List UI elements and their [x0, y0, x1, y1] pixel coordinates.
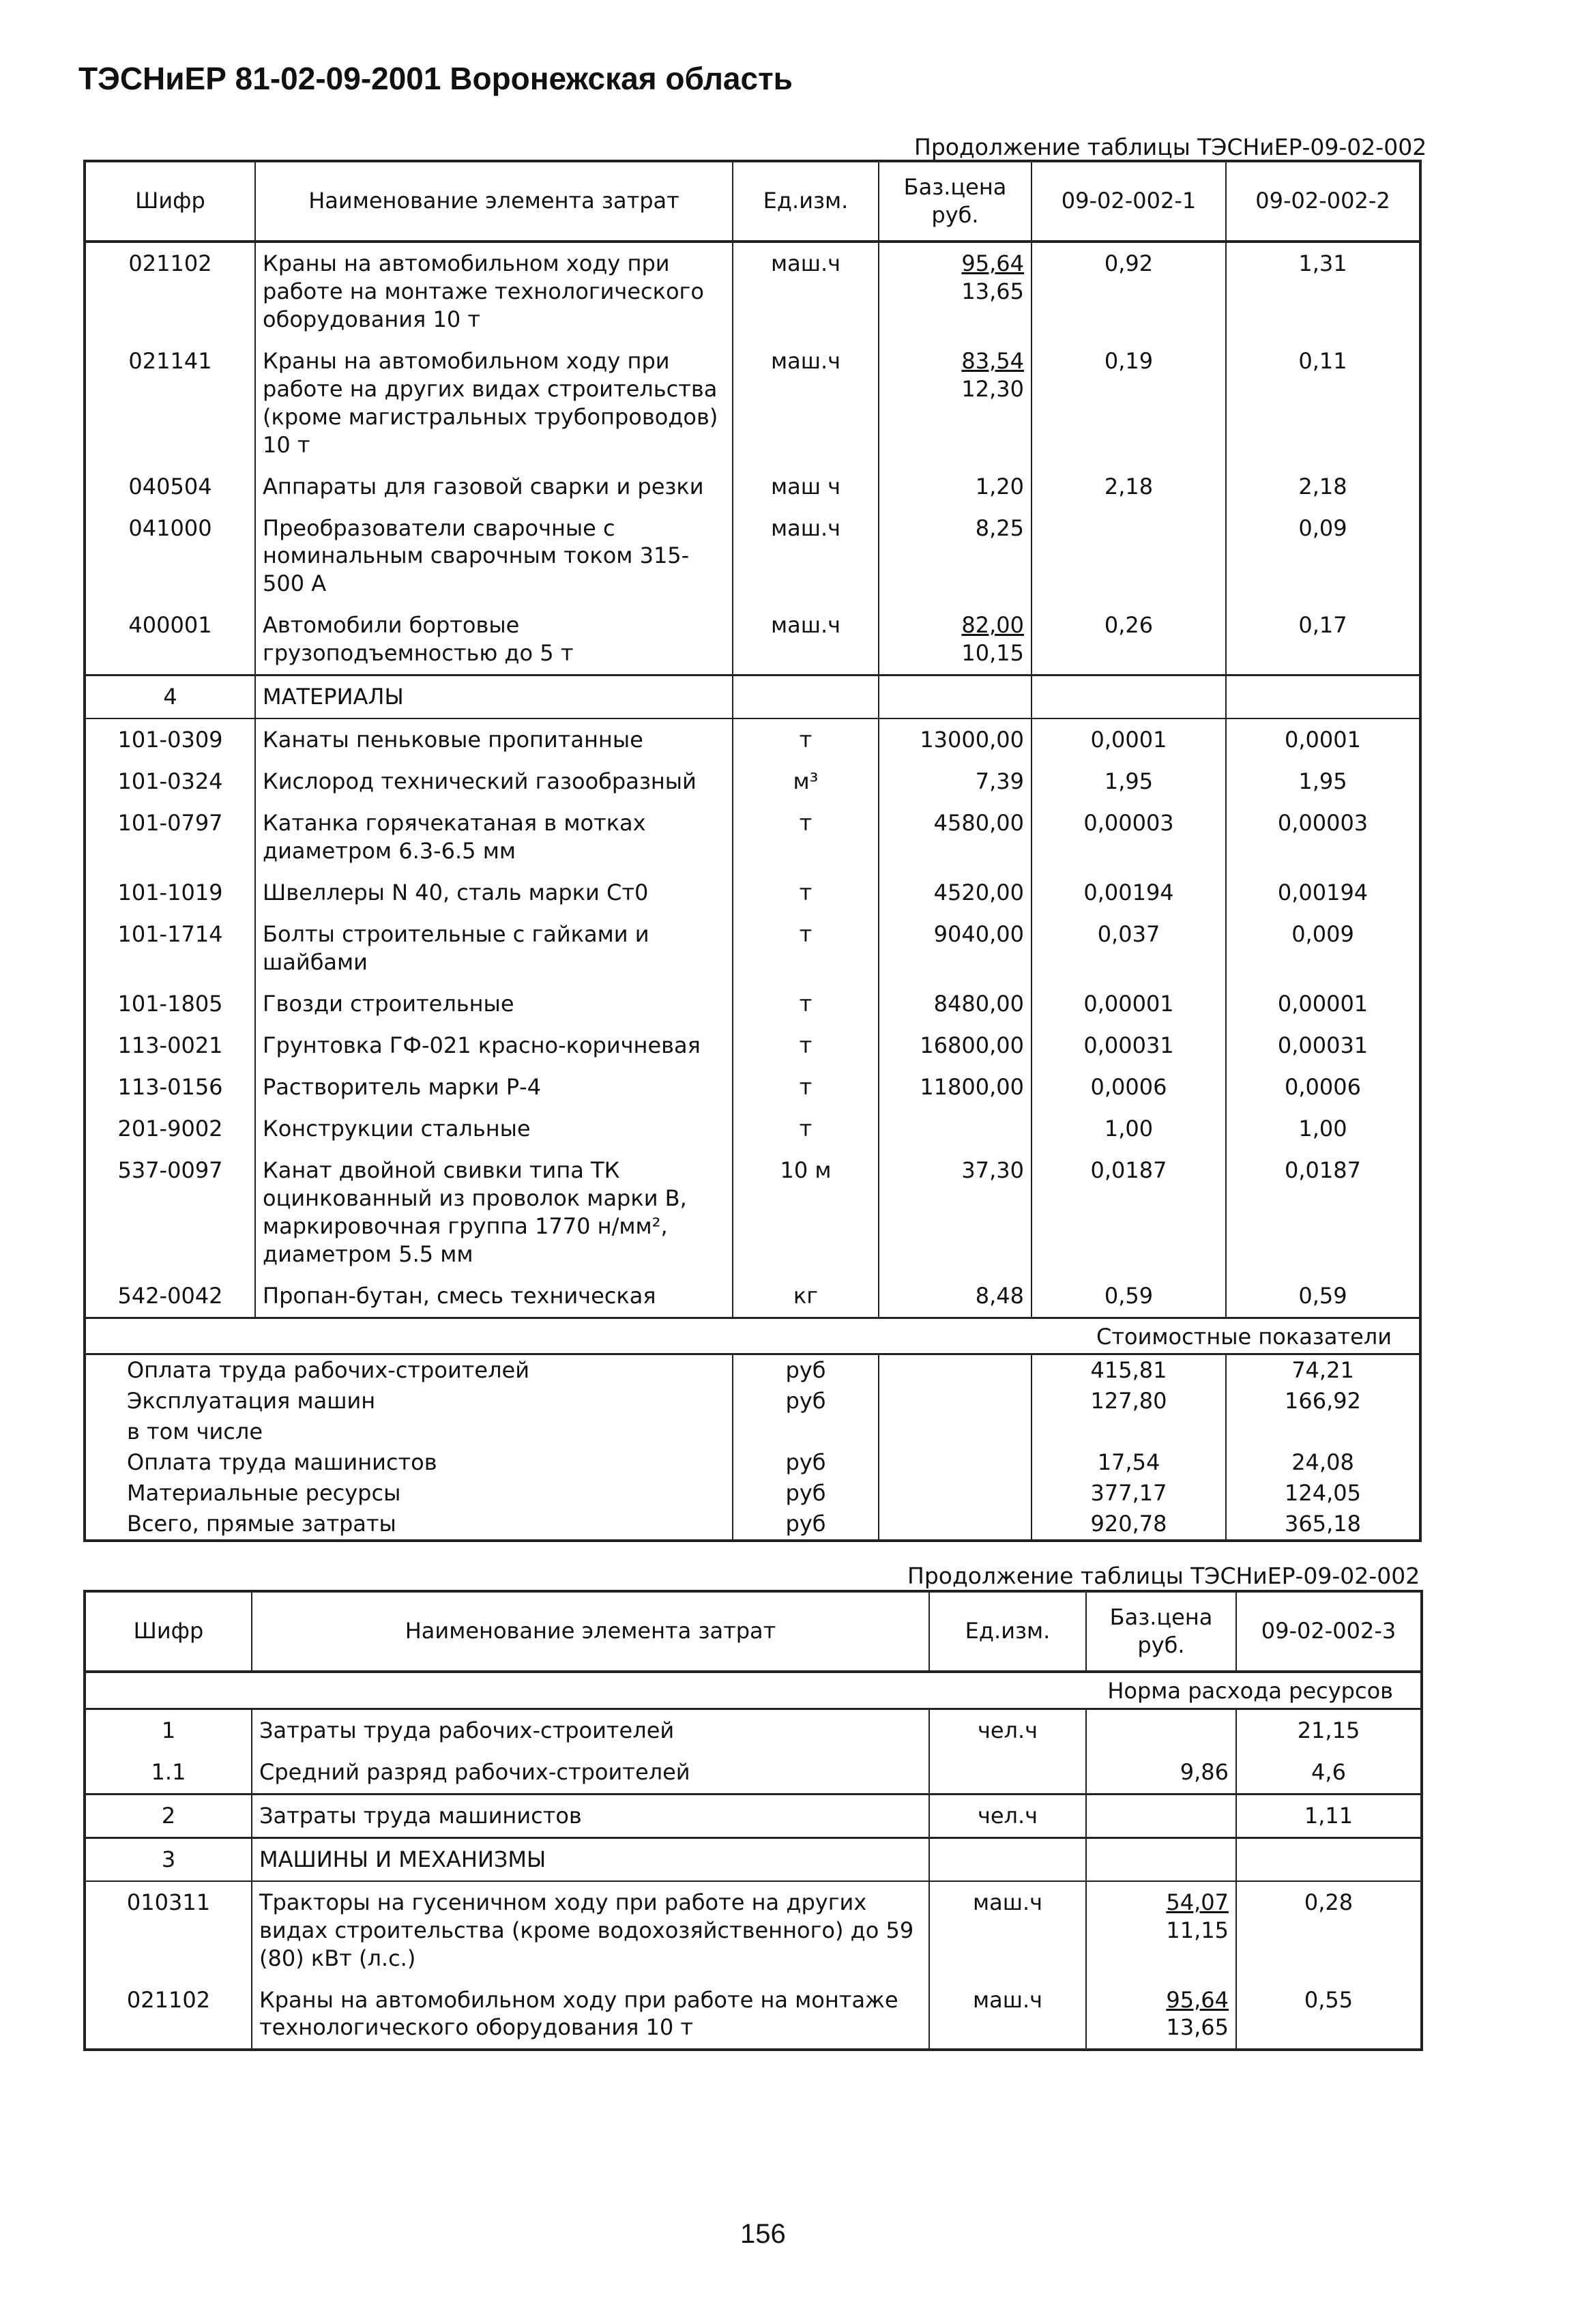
row-code: 101-1019: [85, 872, 255, 914]
row-code: 101-1805: [85, 983, 255, 1025]
table-row: [85, 1025, 1420, 1066]
row-value-2: 0,09: [1226, 508, 1420, 605]
table-row: [85, 1752, 1422, 1794]
table-row: [85, 242, 1420, 340]
row-code: 101-1714: [85, 914, 255, 983]
row-unit: т: [733, 1108, 879, 1150]
cost-row: [85, 1478, 1420, 1509]
row-value-2: 0,00031: [1226, 1025, 1420, 1066]
row-price: 82,00: [961, 612, 1024, 639]
row-name: Аппараты для газовой сварки и резки: [255, 466, 733, 508]
row-value-2: 0,00003: [1226, 802, 1420, 872]
row-name: Грунтовка ГФ-021 красно-коричневая: [255, 1025, 733, 1066]
cost-label: Оплата труда рабочих-строителей: [85, 1354, 733, 1386]
row-unit: т: [733, 983, 879, 1025]
row-value-2: 0,0187: [1226, 1150, 1420, 1275]
cost-unit: руб: [733, 1386, 879, 1417]
resource-table-2: [83, 1590, 1423, 2051]
row-price: 9040,00: [879, 914, 1032, 983]
header-name: Наименование элемента затрат: [255, 161, 733, 242]
cost-row: [85, 1417, 1420, 1447]
header-unit: Ед.изм.: [733, 161, 879, 242]
row-price: 4580,00: [879, 802, 1032, 872]
cost-unit: руб: [733, 1354, 879, 1386]
cost-value-2: [1226, 1417, 1420, 1447]
table-row: [85, 340, 1420, 466]
row-value-2: 0,00194: [1226, 872, 1420, 914]
row-name: Пропан-бутан, смесь техническая: [255, 1275, 733, 1318]
row-value-2: 1,95: [1226, 761, 1420, 802]
row-price: 9,86: [1086, 1752, 1236, 1794]
row-price: 1,20: [879, 466, 1032, 508]
cost-value-2: 24,08: [1226, 1447, 1420, 1478]
table-row: [85, 1709, 1422, 1751]
row-price: [1086, 1794, 1236, 1838]
row-unit: т: [733, 872, 879, 914]
row-value-1: 1,95: [1032, 761, 1226, 802]
table-row: [85, 802, 1420, 872]
cost-value-1: 127,80: [1032, 1386, 1226, 1417]
row-value-3: 1,11: [1236, 1794, 1422, 1838]
row-code: 1.1: [85, 1752, 252, 1794]
table1-header-row: [85, 161, 1420, 242]
row-value-1: 0,00003: [1032, 802, 1226, 872]
table-row: [85, 466, 1420, 508]
row-unit: чел.ч: [929, 1709, 1086, 1751]
row-unit: маш.ч: [733, 605, 879, 675]
row-value-1: 0,26: [1032, 605, 1226, 675]
table-row: [85, 983, 1420, 1025]
row-name: Преобразователи сварочные с номинальным сварочным током 315-500 А: [255, 508, 733, 605]
cost-unit: руб: [733, 1447, 879, 1478]
row-value-1: [1032, 508, 1226, 605]
resource-table-1: [83, 160, 1422, 1542]
row-value-2: 0,17: [1226, 605, 1420, 675]
cost-unit: [733, 1417, 879, 1447]
row-name: Краны на автомобильном ходу при работе на монтаже технологического оборудования 10 т: [252, 1979, 929, 2050]
row-value-2: 1,31: [1226, 242, 1420, 340]
cost-value-1: 17,54: [1032, 1447, 1226, 1478]
row-code: 041000: [85, 508, 255, 605]
row-price-wage: 10,15: [961, 640, 1024, 667]
header-unit: Ед.изм.: [929, 1591, 1086, 1672]
row-price: 4520,00: [879, 872, 1032, 914]
row-code: 2: [85, 1794, 252, 1838]
row-code: 201-9002: [85, 1108, 255, 1150]
header-norm-3: 09-02-002-3: [1236, 1591, 1422, 1672]
row-value-3: 0,55: [1236, 1979, 1422, 2050]
row-name: Затраты труда рабочих-строителей: [252, 1709, 929, 1751]
header-price: Баз.цена руб.: [879, 161, 1032, 242]
row-unit: т: [733, 718, 879, 761]
row-value-1: 0,00001: [1032, 983, 1226, 1025]
row-price: 13000,00: [879, 718, 1032, 761]
section-number: 4: [85, 676, 255, 718]
row-code: 113-0021: [85, 1025, 255, 1066]
document-title: ТЭСНиЕР 81-02-09-2001 Воронежская область: [78, 61, 793, 96]
row-name: Средний разряд рабочих-строителей: [252, 1752, 929, 1794]
row-name: Затраты труда машинистов: [252, 1794, 929, 1838]
row-value-1: 0,00031: [1032, 1025, 1226, 1066]
header-norm-2: 09-02-002-2: [1226, 161, 1420, 242]
row-price: 37,30: [879, 1150, 1032, 1275]
cost-value-2: 365,18: [1226, 1509, 1420, 1541]
row-code: 021102: [85, 242, 255, 340]
row-value-2: 0,00001: [1226, 983, 1420, 1025]
row-unit: т: [733, 802, 879, 872]
cost-unit: руб: [733, 1509, 879, 1541]
table-row: [85, 914, 1420, 983]
row-unit: м³: [733, 761, 879, 802]
row-name: Кислород технический газообразный: [255, 761, 733, 802]
row-value-1: 0,0001: [1032, 718, 1226, 761]
row-price: 83,54: [961, 347, 1024, 374]
cost-header-row: [85, 1318, 1420, 1354]
table-row: [85, 872, 1420, 914]
table-row: [85, 508, 1420, 605]
row-unit: чел.ч: [929, 1794, 1086, 1838]
row-value-3: 4,6: [1236, 1752, 1422, 1794]
row-value-2: 0,0001: [1226, 718, 1420, 761]
row-value-1: 0,0006: [1032, 1066, 1226, 1108]
row-name: Швеллеры N 40, сталь марки Ст0: [255, 872, 733, 914]
row-unit: кг: [733, 1275, 879, 1318]
row-unit: маш.ч: [929, 1979, 1086, 2050]
table2-header-row: [85, 1591, 1422, 1672]
header-code: Шифр: [85, 161, 255, 242]
header-norm-1: 09-02-002-1: [1032, 161, 1226, 242]
row-unit: т: [733, 1066, 879, 1108]
page-number: 156: [740, 2219, 786, 2249]
row-name: Конструкции стальные: [255, 1108, 733, 1150]
row-code: 021102: [85, 1979, 252, 2050]
row-price: 8,48: [879, 1275, 1032, 1318]
cost-row: [85, 1386, 1420, 1417]
row-name: Канаты пеньковые пропитанные: [255, 718, 733, 761]
row-value-2: 1,00: [1226, 1108, 1420, 1150]
row-price-wage: 11,15: [1166, 1917, 1229, 1943]
row-name: Гвозди строительные: [255, 983, 733, 1025]
cost-unit: руб: [733, 1478, 879, 1509]
row-unit: маш.ч: [733, 340, 879, 466]
table-row: [85, 1275, 1420, 1318]
row-unit: маш ч: [733, 466, 879, 508]
row-name: Растворитель марки Р-4: [255, 1066, 733, 1108]
row-price: [1086, 1709, 1236, 1751]
table-row: [85, 1066, 1420, 1108]
cost-label: в том числе: [85, 1417, 733, 1447]
cost-row: [85, 1354, 1420, 1386]
cost-row-total: [85, 1509, 1420, 1541]
row-unit: т: [733, 914, 879, 983]
table1-continuation-note: Продолжение таблицы ТЭСНиЕР-09-02-002: [914, 134, 1427, 160]
row-code: 542-0042: [85, 1275, 255, 1318]
row-unit: маш.ч: [929, 1881, 1086, 1979]
row-value-1: 0,59: [1032, 1275, 1226, 1318]
row-value-1: 1,00: [1032, 1108, 1226, 1150]
section-number: 3: [85, 1838, 252, 1880]
row-price: 7,39: [879, 761, 1032, 802]
row-name: Болты строительные с гайками и шайбами: [255, 914, 733, 983]
row-value-1: 2,18: [1032, 466, 1226, 508]
cost-value-1: [1032, 1417, 1226, 1447]
row-value-1: 0,92: [1032, 242, 1226, 340]
row-price-wage: 13,65: [1166, 2014, 1229, 2041]
cost-value-1: 920,78: [1032, 1509, 1226, 1541]
row-value-3: [1236, 1838, 1422, 1880]
row-value-2: 0,0006: [1226, 1066, 1420, 1108]
cost-label: Оплата труда машинистов: [85, 1447, 733, 1478]
cost-label: Эксплуатация машин: [85, 1386, 733, 1417]
row-code: 537-0097: [85, 1150, 255, 1275]
row-price: 95,64: [1166, 1986, 1229, 2013]
row-code: 101-0309: [85, 718, 255, 761]
table-row: [85, 1108, 1420, 1150]
row-value-1: 0,037: [1032, 914, 1226, 983]
section-row-machines: [85, 1838, 1422, 1880]
table-row: [85, 1794, 1422, 1838]
row-value-2: 0,59: [1226, 1275, 1420, 1318]
table-row: [85, 1150, 1420, 1275]
row-value-1: 0,19: [1032, 340, 1226, 466]
row-value-1: 0,00194: [1032, 872, 1226, 914]
section-title: МАТЕРИАЛЫ: [255, 676, 733, 718]
row-unit: т: [733, 1025, 879, 1066]
table-row: [85, 718, 1420, 761]
row-name: Краны на автомобильном ходу при работе на других видах строительства (кроме магистральных трубопроводов) 10 т: [255, 340, 733, 466]
row-price: [879, 1108, 1032, 1150]
row-value-3: 21,15: [1236, 1709, 1422, 1751]
cost-indicators-header: Стоимостные показатели: [85, 1318, 1420, 1354]
row-unit: [929, 1752, 1086, 1794]
row-price: [1086, 1838, 1236, 1880]
row-code: 113-0156: [85, 1066, 255, 1108]
row-code: 1: [85, 1709, 252, 1751]
row-code: 400001: [85, 605, 255, 675]
cost-label: Всего, прямые затраты: [85, 1509, 733, 1541]
cost-value-1: 377,17: [1032, 1478, 1226, 1509]
row-name: Канат двойной свивки типа ТК оцинкованный из проволок марки В, маркировочная группа 1770 н/мм², диаметром 5.5 мм: [255, 1150, 733, 1275]
row-name: Краны на автомобильном ходу при работе на монтаже технологического оборудования 10 т: [255, 242, 733, 340]
header-code: Шифр: [85, 1591, 252, 1672]
row-value-2: 2,18: [1226, 466, 1420, 508]
row-price: 8,25: [879, 508, 1032, 605]
row-price: 95,64: [961, 250, 1024, 276]
table-row: [85, 761, 1420, 802]
header-name: Наименование элемента затрат: [252, 1591, 929, 1672]
cost-value-2: 74,21: [1226, 1354, 1420, 1386]
cost-value-2: 166,92: [1226, 1386, 1420, 1417]
section-title: МАШИНЫ И МЕХАНИЗМЫ: [252, 1838, 929, 1880]
row-unit: 10 м: [733, 1150, 879, 1275]
row-code: 101-0324: [85, 761, 255, 802]
row-value-3: 0,28: [1236, 1881, 1422, 1979]
row-price-wage: 13,65: [961, 278, 1024, 304]
row-price: 54,07: [1166, 1889, 1229, 1915]
table-row: [85, 605, 1420, 675]
row-price-wage: 12,30: [961, 375, 1024, 402]
row-price: 16800,00: [879, 1025, 1032, 1066]
norm-header-row: [85, 1672, 1422, 1709]
row-value-1: 0,0187: [1032, 1150, 1226, 1275]
row-name: Автомобили бортовые грузоподъемностью до 5 т: [255, 605, 733, 675]
row-price: 8480,00: [879, 983, 1032, 1025]
row-unit: маш.ч: [733, 508, 879, 605]
row-value-2: 0,009: [1226, 914, 1420, 983]
norm-consumption-header: Норма расхода ресурсов: [85, 1672, 1422, 1709]
row-name: Тракторы на гусеничном ходу при работе на других видах строительства (кроме водохозяйственного) до 59 (80) кВт (л.с.): [252, 1881, 929, 1979]
cost-row: [85, 1447, 1420, 1478]
row-unit: маш.ч: [733, 242, 879, 340]
cost-label: Материальные ресурсы: [85, 1478, 733, 1509]
row-code: 010311: [85, 1881, 252, 1979]
table-row: [85, 1881, 1422, 1979]
row-name: Катанка горячекатаная в мотках диаметром 6.3-6.5 мм: [255, 802, 733, 872]
table-row: [85, 1979, 1422, 2050]
section-row-materials: [85, 676, 1420, 718]
row-unit: [929, 1838, 1086, 1880]
row-code: 101-0797: [85, 802, 255, 872]
row-code: 021141: [85, 340, 255, 466]
cost-value-2: 124,05: [1226, 1478, 1420, 1509]
row-value-2: 0,11: [1226, 340, 1420, 466]
row-code: 040504: [85, 466, 255, 508]
cost-value-1: 415,81: [1032, 1354, 1226, 1386]
header-price: Баз.цена руб.: [1086, 1591, 1236, 1672]
row-price: 11800,00: [879, 1066, 1032, 1108]
table2-continuation-note: Продолжение таблицы ТЭСНиЕР-09-02-002: [907, 1563, 1420, 1589]
